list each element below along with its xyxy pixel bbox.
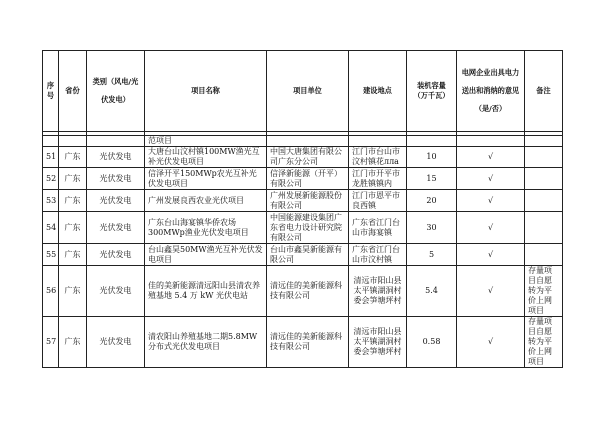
document-page	[42, 50, 562, 368]
cell-remark	[525, 212, 563, 244]
header-capacity: 装机容量（万千瓦）	[407, 51, 457, 132]
cell-seq: 57	[43, 317, 59, 368]
cell-name: 信泽开平150MWp农光互补光伏发电项目	[145, 168, 267, 190]
cell-seq: 55	[43, 244, 59, 266]
cell-name: 广州发展良西农业光伏项目	[145, 190, 267, 212]
cell-seq: 54	[43, 212, 59, 244]
table-row	[43, 147, 563, 168]
continued-row	[43, 136, 563, 147]
cell-remark	[525, 168, 563, 190]
header-name: 项目名称	[145, 51, 267, 132]
cell-location: 广东省江门台山市海宴镇	[349, 212, 407, 244]
cell-unit: 清远佳的美新能源科技有限公司	[267, 266, 349, 317]
table-row	[43, 190, 563, 212]
cell-unit: 台山市鑫昊新能源有限公司	[267, 244, 349, 266]
cell-province: 广东	[59, 244, 87, 266]
cell-unit: 中国能源建设集团广东省电力设计研究院有限公司	[267, 212, 349, 244]
check-mark: √	[457, 190, 525, 212]
cell-unit: 广州发展新能源股份有限公司	[267, 190, 349, 212]
table-row	[43, 317, 563, 368]
cell-province: 广东	[59, 266, 87, 317]
cell-location: 江门市台山市汶村镇花лла	[349, 147, 407, 168]
check-mark: √	[457, 244, 525, 266]
check-mark: √	[457, 147, 525, 168]
cell-unit: 信泽新能源（开平）有限公司	[267, 168, 349, 190]
cell-unit: 中国大唐集团有限公司广东分公司	[267, 147, 349, 168]
cell-location: 江门市开平市龙胜镇镇内	[349, 168, 407, 190]
header-grid-opinion: 电网企业出具电力送出和消纳的意见（是/否）	[457, 51, 525, 132]
cell-remark	[525, 147, 563, 168]
cell-capacity: 0.58	[407, 317, 457, 368]
header-location: 建设地点	[349, 51, 407, 132]
cell-province: 广东	[59, 147, 87, 168]
cell-remark	[525, 190, 563, 212]
cell-capacity: 10	[407, 147, 457, 168]
table-header-row	[43, 51, 563, 132]
check-mark: √	[457, 168, 525, 190]
header-province: 省份	[59, 51, 87, 132]
cell-seq: 51	[43, 147, 59, 168]
cell-capacity: 30	[407, 212, 457, 244]
check-mark: √	[457, 317, 525, 368]
cell-category: 光伏发电	[87, 212, 145, 244]
cell-location: 清远市阳山县太平镇湖洞村委会笋塘坪村	[349, 266, 407, 317]
table-row	[43, 244, 563, 266]
cell-province: 广东	[59, 317, 87, 368]
cell-name: 大唐台山汶村镇100MW渔光互补光伏发电项目	[145, 147, 267, 168]
header-category: 类别（风电/光伏发电）	[87, 51, 145, 132]
cell-remark: 存量项目自愿转为平价上网项目	[525, 266, 563, 317]
table-row	[43, 212, 563, 244]
cell-location: 江门市恩平市良西镇	[349, 190, 407, 212]
cell-seq: 56	[43, 266, 59, 317]
cell-capacity: 15	[407, 168, 457, 190]
cell-seq: 53	[43, 190, 59, 212]
cell-remark	[525, 244, 563, 266]
cell-category: 光伏发电	[87, 244, 145, 266]
check-mark: √	[457, 266, 525, 317]
cell-name: 清农阳山养殖基地二期5.8MW分布式光伏发电项目	[145, 317, 267, 368]
table-row	[43, 266, 563, 317]
header-remark: 备注	[525, 51, 563, 132]
cell-name: 佳的美新能源清远阳山县清农养殖基地 5.4 万 kW 光伏电站	[145, 266, 267, 317]
table-row	[43, 168, 563, 190]
cell-location: 清远市阳山县太平镇湖洞村委会笋塘坪村	[349, 317, 407, 368]
cell-unit: 清远佳的美新能源科技有限公司	[267, 317, 349, 368]
cell-name: 广东台山海宴镇华侨农场300MWp渔业光伏发电项目	[145, 212, 267, 244]
cell-province: 广东	[59, 212, 87, 244]
cell-name: 台山鑫昊50MW渔光互补光伏发电项目	[145, 244, 267, 266]
cell-remark: 存量项目自愿转为平价上网项目	[525, 317, 563, 368]
cell-category: 光伏发电	[87, 266, 145, 317]
cell-seq: 52	[43, 168, 59, 190]
header-unit: 项目单位	[267, 51, 349, 132]
cell-category: 光伏发电	[87, 168, 145, 190]
cell-capacity: 5	[407, 244, 457, 266]
cell-category: 光伏发电	[87, 317, 145, 368]
cell-capacity: 5.4	[407, 266, 457, 317]
header-seq: 序号	[43, 51, 59, 132]
cell-location: 广东省江门台山市汶村镇	[349, 244, 407, 266]
check-mark: √	[457, 212, 525, 244]
cell-capacity: 20	[407, 190, 457, 212]
cell-category: 光伏发电	[87, 147, 145, 168]
cell-category: 光伏发电	[87, 190, 145, 212]
cell-province: 广东	[59, 168, 87, 190]
cell-province: 广东	[59, 190, 87, 212]
continued-text: 范项目	[145, 136, 267, 147]
project-table	[42, 50, 563, 368]
